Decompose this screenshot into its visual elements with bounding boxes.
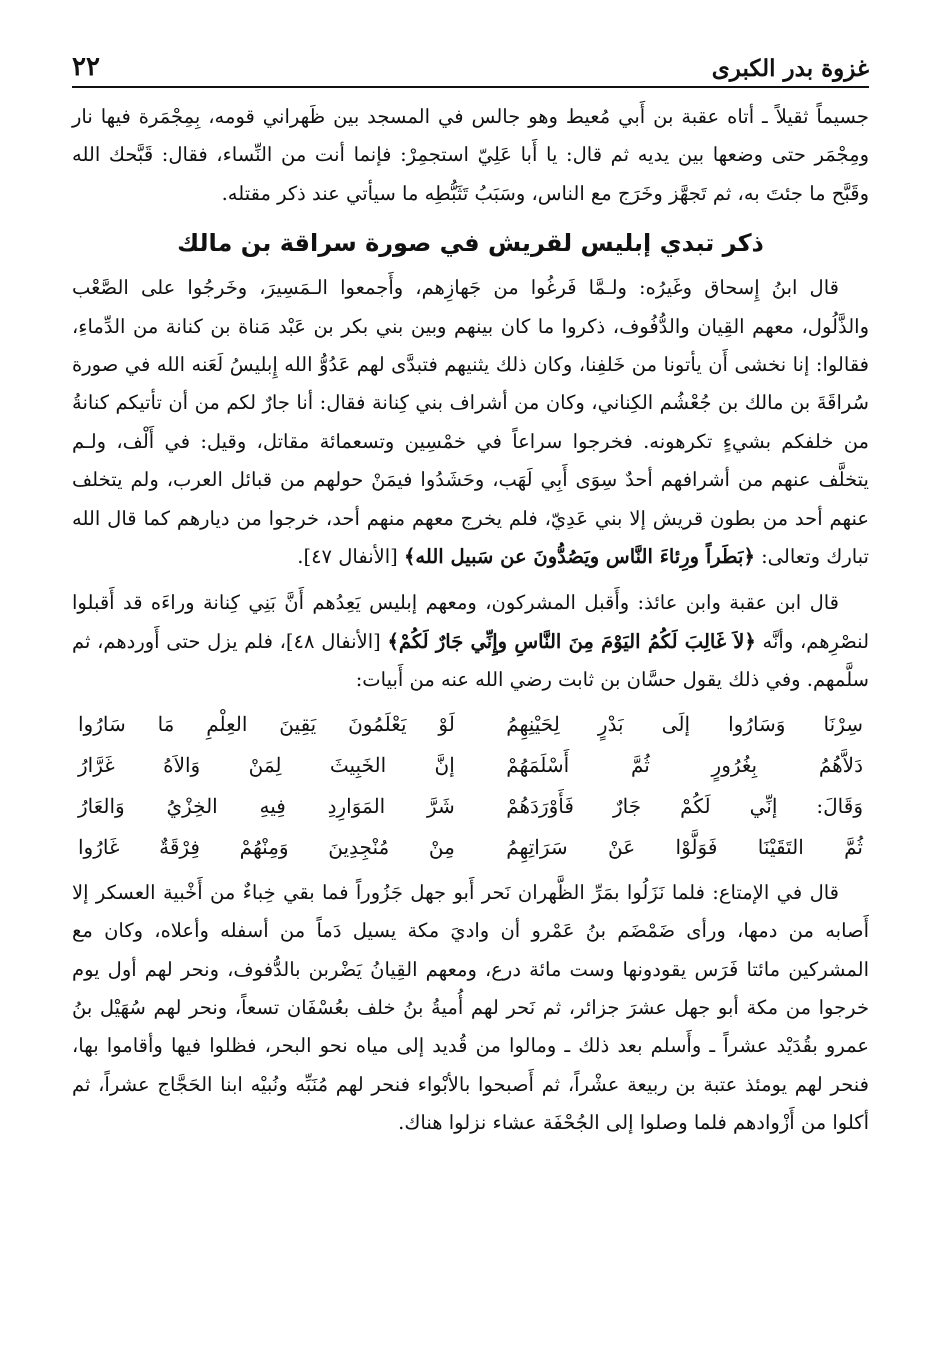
paragraph-text: قال ابن عقبة وابن عائذ: وأَقبل المشركون، ومعهم إبليس يَعِدُهم أَنَّ بَنِي كِنانة وراءَه قد أَقبلوا لنصْرِهم، وأنَّه xyxy=(72,591,870,653)
poem-hemistich-second: مِنْ مُنْجِدِينَ وَمِنْهُمْ فِرْقَةٌ غَارُوا xyxy=(78,835,455,860)
poem-hemistich-first: ثُمَّ التَقَيْنَا فَوَلَّوْا عَنْ سَرَاتِهِمُ xyxy=(506,835,863,860)
page-number: ٢٢ xyxy=(72,52,100,82)
body-text xyxy=(72,98,869,1143)
spacer xyxy=(72,576,869,584)
paragraph-ibn-uqba xyxy=(72,584,869,699)
quran-quote: ﴿لاَ غَالِبَ لَكُمُ اليَوْمَ مِنَ النَّاسِ وإِنِّي جَارٌ لَكُمْ﴾ xyxy=(387,629,756,653)
poem-verse xyxy=(78,745,863,786)
poem-hemistich-second: شَرَّ المَوَارِدِ فِيهِ الخِزْيُ وَالعَارُ xyxy=(78,794,455,819)
running-header xyxy=(72,48,869,88)
intro-paragraph: جسيماً ثقيلاً ـ أتاه عقبة بن أَبي مُعيط وهو جالس في المسجد بين ظَهراني قومه، بِمِجْمَرة فيها نار ومِجْمَر حتى وضعها بين يديه ثم قال: يا أَبا عَلِيّ استجمِرْ: فإنما أنت من النِّساء، فقال: قَبَّحك الله وقَبَّح ما جئتَ به، ثم تَجهَّز وخَرَج مع الناس، وسَبَبُ تَثَبُّطِه ما سيأتي عند ذكر مقتله. xyxy=(72,105,869,205)
quran-quote: ﴿بَطَراً ورِئاءَ النَّاس ويَصُدُّونَ عن سَبيل الله﴾ xyxy=(403,545,755,569)
poem-hemistich-first: وَقَالَ: إنِّي لَكُمْ جَارٌ فَأَوْرَدَهُمْ xyxy=(506,794,863,819)
quran-reference: [الأنفال ٤٧]. xyxy=(297,545,404,569)
poem-verse xyxy=(78,786,863,827)
poem-verse xyxy=(78,704,863,745)
paragraph-ibn-ishaq xyxy=(72,269,869,576)
section-title: ذكر تبدي إبليس لقريش في صورة سراقة بن مالك xyxy=(177,229,764,258)
poem-hemistich-second: لَوْ يَعْلَمُونَ يَقِينَ العِلْمِ مَا سَارُوا xyxy=(78,712,455,737)
book-page xyxy=(72,48,869,1338)
paragraph-text-after: [الأنفال ٤٨]، فلم يزل حتى أَوردهم، ثم سلَّمهم. وفي ذلك يقول حسَّان بن ثابت رضي الله عنه من أَبيات: xyxy=(72,629,869,692)
poem-hemistich-first: سِرْنَا وَسَارُوا إلَى بَدْرٍ لِحَيْنِهِمُ xyxy=(506,712,863,737)
header-title: غزوة بدر الكبرى xyxy=(711,55,869,82)
paragraph-text: قال ابنُ إِسحاق وغَيرُه: ولـمَّا فَرغُوا من جَهازِهم، وأَجمعوا الـمَسِيرَ، وخَرجُوا على الصَّعْب والذَّلُول، معهم القِيان والدُّفُوف، ذكروا ما كان بينهم وبين بني بكر بن عَبْد مَناة بن كنانة من الدِّماءِ، فقالوا: إنا نخشى أَن يأتونا من خَلفِنا، وكان ذلك يثنيهم فتبدَّى لهم عَدُوُّ الله إِبليسُ لَعَنه الله في صورة سُراقَةَ بن مالك بن جُعْشُم الكِناني، وكان من أشراف بني كِنانة فقال: أنا جارٌ لكم من أن تأتيكم كنانةُ من خلفكم بشيءٍ تكرهونه. فخرجوا سراعاً في خمْسِين وتسعمائة مقاتل، وقيل: في أَلْف، ولـم يتخلَّف عنهم من أشرافهم أحدٌ سِوَى أَبِي لَهَب، وحَشَدُوا فيمَنْ حولهم من قبائل العرب، ولم يتخلف عنهم أحد من بطون قريش إلا بني عَدِيّ، فلم يخرج معهم منهم أحد، خرجوا من ديارهم كما قال الله تبارك وتعالى: xyxy=(72,276,869,569)
poem xyxy=(72,704,869,868)
poem-hemistich-second: إنَّ الخَبِيثَ لِمَنْ وَالاَهُ غَرَّارُ xyxy=(78,753,455,778)
paragraph-imta: قال في الإمتاع: فلما نَزَلُوا بمَرِّ الظَّهران نَحر أَبو جهل جَزُوراً فما بقي خِباءٌ من أَخْبية العسكر إلا أَصابه من دمها، ورأى ضَمْضَم بنُ عَمْرو أن واديَ مكة يسيل دَماً من أسفله وأعلاه، وكان مع المشركين مائتا فَرَس يقودونها وست مائة درع، ومعهم القِيانُ يَضْربن بالدُّفوف، ونحر لهم أول يوم خرجوا من مكة أبو جهل عشرَ جزائر، ثم نَحر لهم أُميةُ بنُ خلف بعُسْفَان تسعاً، ونحر لهم سُهَيْل بنُ عمرو بقُدَيْد عشراً ـ وأَسلم بعد ذلك ـ ومالوا من قُديد إلى مياه نحو البحر، فظلوا فيها وأقاموا بها، فنحر لهم يومئذ عتبة بن ربيعة عشْراً، ثم أَصبحوا بالأبْواء فنحر لهم مُنَبِّه ونُبيْه ابنا الحَجَّاج عشراً، ثم أكلوا من أَزْوادهم فلما وصلوا إلى الجُحْفَة عشاء نزلوا هناك. xyxy=(72,880,869,1135)
poem-hemistich-first: دَلاَّهُمُ بِغُرُورٍ ثُمَّ أَسْلَمَهُمْ xyxy=(506,753,863,778)
poem-verse xyxy=(78,827,863,868)
